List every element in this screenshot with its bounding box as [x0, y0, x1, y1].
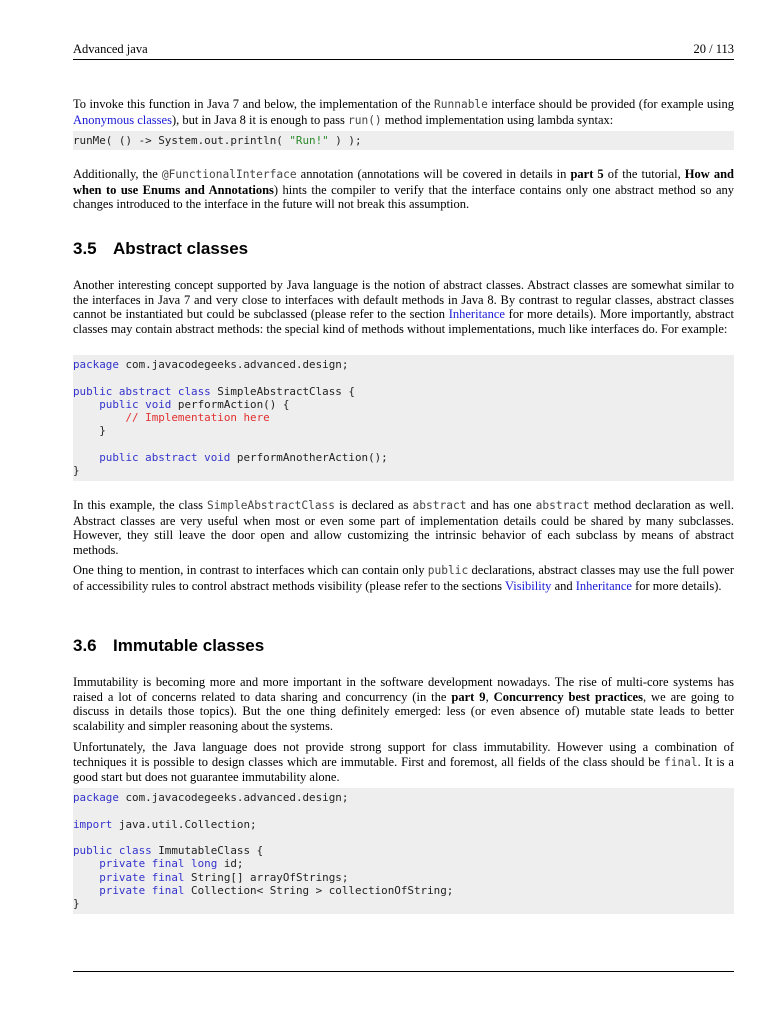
text: . It is a good start but does not guarantee immutability alone. — [73, 754, 734, 785]
inline-code: Runnable — [434, 98, 488, 111]
section-3-5-paragraph-1 — [73, 278, 734, 336]
text: for more details). — [631, 578, 722, 593]
code-string: "Run!" — [289, 134, 329, 147]
code-block-immutable-class — [73, 788, 734, 914]
text: Unfortunately, the Java language does not provide strong support for class immutability. However using a combination of techniques it is possible to design classes which are immutable. First and foremost, all fields of the class should be — [73, 740, 734, 769]
code-keyword: public void — [99, 397, 172, 411]
text: declarations, abstract classes may use the full power of accessibility rules to control abstract methods visibility (please refer to the sections — [73, 563, 734, 593]
text: method declaration as well. Abstract classes are very useful when most or even some part of implementation details could be shared by many subclasses. However, they still leave the door open and allow customizing the intrinsic behavior of each subclass by means of abstract methods. — [73, 498, 735, 557]
code-keyword: public abstract class — [73, 384, 211, 398]
section-number: 3.5 — [73, 239, 97, 258]
text: ) hints the compiler to verify that the interface contains only one abstract method so any changes introduced to the interface in the future will not break this assumption. — [73, 182, 734, 212]
inline-code: final — [663, 755, 698, 769]
code-keyword: public abstract void — [99, 451, 231, 465]
text: One thing to mention, in contrast to interfaces which can contain only — [73, 563, 428, 577]
code-block-runme — [73, 131, 734, 150]
bold-text: part 5 — [570, 167, 604, 181]
text: method implementation using lambda syntax: — [381, 112, 614, 127]
text: ), but in Java 8 it is enough to pass — [171, 112, 348, 127]
text: Another interesting concept supported by Java language is the notion of abstract classes. Abstract classes are somewhat similar to the interfaces in Java 7 and very close to interfaces with default methods in Java 8. By contrast to regular classes, abstract classes cannot be instantiated but could be subclassed (please refer to the section — [73, 278, 734, 322]
text: is declared as — [335, 498, 413, 512]
section-heading-3-6 — [73, 636, 734, 656]
section-title: Immutable classes — [113, 636, 265, 655]
text: In this example, the class — [73, 498, 208, 512]
section-number: 3.6 — [73, 636, 97, 655]
text: Additionally, the — [73, 167, 162, 181]
section-3-5-paragraph-2 — [73, 498, 734, 557]
link-visibility[interactable]: Visibility — [504, 578, 552, 593]
code-keyword: private final — [99, 884, 185, 898]
code-block-simple-abstract-class — [73, 355, 734, 481]
text: , — [485, 689, 494, 704]
section-3-5-paragraph-3 — [73, 563, 734, 593]
link-inheritance[interactable]: Inheritance — [575, 578, 632, 593]
document-title: Advanced java — [73, 42, 148, 56]
code-comment: // Implementation here — [125, 411, 270, 425]
text: and — [551, 578, 576, 593]
code-text: performAnotherAction(); — [230, 451, 388, 465]
bold-text: part 9 — [451, 689, 486, 704]
code-keyword: import — [73, 817, 113, 831]
footer-rule — [73, 971, 734, 972]
code-text: performAction() { — [171, 397, 290, 411]
section-3-6-paragraph-2 — [73, 740, 734, 785]
section-3-6-paragraph-1 — [73, 675, 734, 733]
text: of the tutorial, — [603, 167, 685, 181]
code-text: } — [73, 464, 80, 478]
text: and has one — [466, 498, 536, 512]
text: annotation (annotations will be covered in details in — [296, 167, 571, 181]
inline-code: @FunctionalInterface — [161, 168, 297, 181]
code-keyword: package — [73, 791, 119, 804]
page-header — [73, 42, 734, 60]
code-text: com.javacodegeeks.advanced.design; — [118, 358, 349, 371]
code-keyword: private final — [99, 870, 185, 884]
code-text: id; — [217, 857, 244, 871]
bold-text: Concurrency best practices — [493, 689, 643, 704]
inline-code: abstract — [535, 499, 590, 512]
text: , we are going to discuss in details those topics). But the one thing definitely emerged: less (or even absence of) mutable state leads to better scalability and simpler reasoning about the systems. — [73, 689, 735, 733]
code-keyword: public class — [73, 844, 152, 858]
code-text: String[] arrayOfStrings; — [184, 870, 349, 884]
code-keyword: package — [73, 358, 119, 371]
page-number: 20 / 113 — [693, 42, 734, 56]
inline-code: SimpleAbstractClass — [207, 499, 336, 512]
code-text: runMe( () -> System.out.println( — [73, 134, 290, 147]
code-text: ImmutableClass { — [151, 844, 264, 858]
inline-code: abstract — [412, 499, 467, 512]
code-text: } — [73, 897, 80, 911]
text: To invoke this function in Java 7 and below, the implementation of the — [73, 97, 435, 111]
code-text: } — [99, 424, 106, 438]
text: Immutability is becoming more and more important in the software development nowadays. The rise of multi-core systems has raised a lot of concerns related to data sharing and concurrency (in the — [73, 675, 734, 704]
bold-text: How and when to use Enums and Annotations — [73, 167, 734, 197]
code-text: java.util.Collection; — [112, 817, 257, 831]
code-text: Collection< String > collectionOfString; — [184, 884, 454, 898]
code-text: ) ); — [328, 134, 362, 147]
inline-code: public — [427, 564, 469, 577]
link-inheritance[interactable]: Inheritance — [448, 307, 505, 322]
text: for more details). More importantly, abstract classes may contain abstract methods: the special kind of methods without implementations, much like interfaces do. For example: — [73, 307, 734, 336]
inline-code: run() — [347, 113, 382, 127]
section-title: Abstract classes — [113, 239, 249, 258]
text: interface should be provided (for example using — [487, 97, 734, 111]
code-text: SimpleAbstractClass { — [210, 384, 355, 398]
section-heading-3-5 — [73, 239, 734, 259]
link-anonymous-classes[interactable]: Anonymous classes — [73, 112, 172, 127]
code-text: com.javacodegeeks.advanced.design; — [118, 791, 349, 804]
intro-paragraph-1 — [73, 97, 734, 128]
intro-paragraph-2 — [73, 167, 734, 212]
code-keyword: private final long — [99, 857, 218, 871]
